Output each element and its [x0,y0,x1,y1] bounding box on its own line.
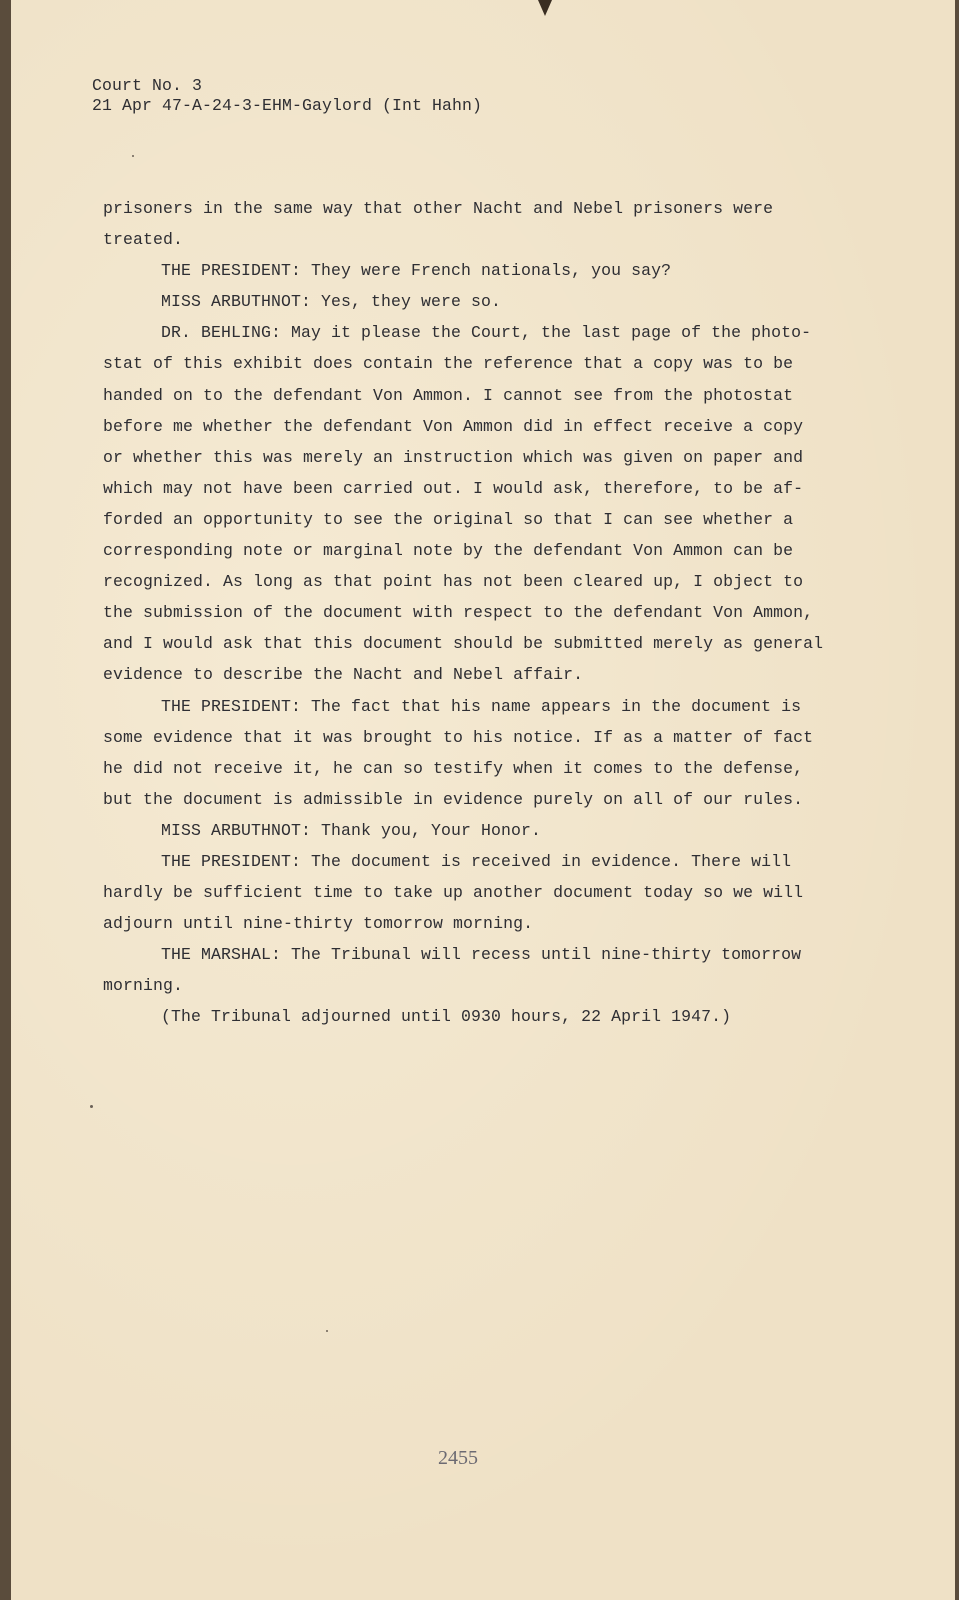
paper-speck [90,1105,93,1108]
transcript-line: handed on to the defendant Von Ammon. I cannot see from the photostat [103,385,794,405]
transcript-line: DR. BEHLING: May it please the Court, the last page of the photo- [161,323,812,343]
transcript-line: recognized. As long as that point has not been cleared up, I object to [103,572,804,592]
transcript-line: prisoners in the same way that other Nacht and Nebel prisoners were [103,199,774,218]
transcript-line: hardly be sufficient time to take up another document today so we will [103,883,804,903]
transcript-line: forded an opportunity to see the original so that I can see whether a [103,509,794,529]
transcript-reference: 21 Apr 47-A-24-3-EHM-Gaylord (Int Hahn) [92,96,483,115]
transcript-line: treated. [103,230,184,250]
transcript-line: adjourn until nine-thirty tomorrow morning. [103,914,534,934]
transcript-line: he did not receive it, he can so testify when it comes to the defense, [103,758,804,778]
transcript-line: THE PRESIDENT: The fact that his name appears in the document is [161,696,802,716]
document-header [92,76,482,116]
transcript-line: THE MARSHAL: The Tribunal will recess until nine-thirty tomorrow [161,945,802,965]
page-edge-notch [538,0,552,16]
transcript-line: (The Tribunal adjourned until 0930 hours, 22 April 1947.) [161,1007,732,1027]
transcript-body [103,193,823,1033]
transcript-line: MISS ARBUTHNOT: Yes, they were so. [161,292,502,312]
transcript-line: and I would ask that this document should be submitted merely as general [103,634,824,654]
transcript-line: THE PRESIDENT: They were French nationals, you say? [161,261,672,281]
paper-speck [326,1330,328,1332]
page-number: 2455 [438,1447,478,1469]
paper-speck [132,155,134,157]
document-page [11,0,955,1600]
transcript-line: which may not have been carried out. I would ask, therefore, to be af- [103,478,804,498]
transcript-line: evidence to describe the Nacht and Nebel affair. [103,665,584,685]
transcript-line: corresponding note or marginal note by the defendant Von Ammon can be [103,541,794,561]
transcript-line: before me whether the defendant Von Ammon did in effect receive a copy [103,416,804,436]
transcript-line: but the document is admissible in evidence purely on all of our rules. [103,789,804,809]
transcript-line: or whether this was merely an instruction which was given on paper and [103,447,804,467]
transcript-line: some evidence that it was brought to his notice. If as a matter of fact [103,727,814,747]
transcript-line: MISS ARBUTHNOT: Thank you, Your Honor. [161,820,542,840]
transcript-line: THE PRESIDENT: The document is received in evidence. There will [161,851,792,871]
transcript-line: the submission of the document with respect to the defendant Von Ammon, [103,603,814,623]
court-number: Court No. 3 [92,76,203,95]
transcript-line: stat of this exhibit does contain the reference that a copy was to be [103,354,794,374]
transcript-line: morning. [103,976,184,996]
